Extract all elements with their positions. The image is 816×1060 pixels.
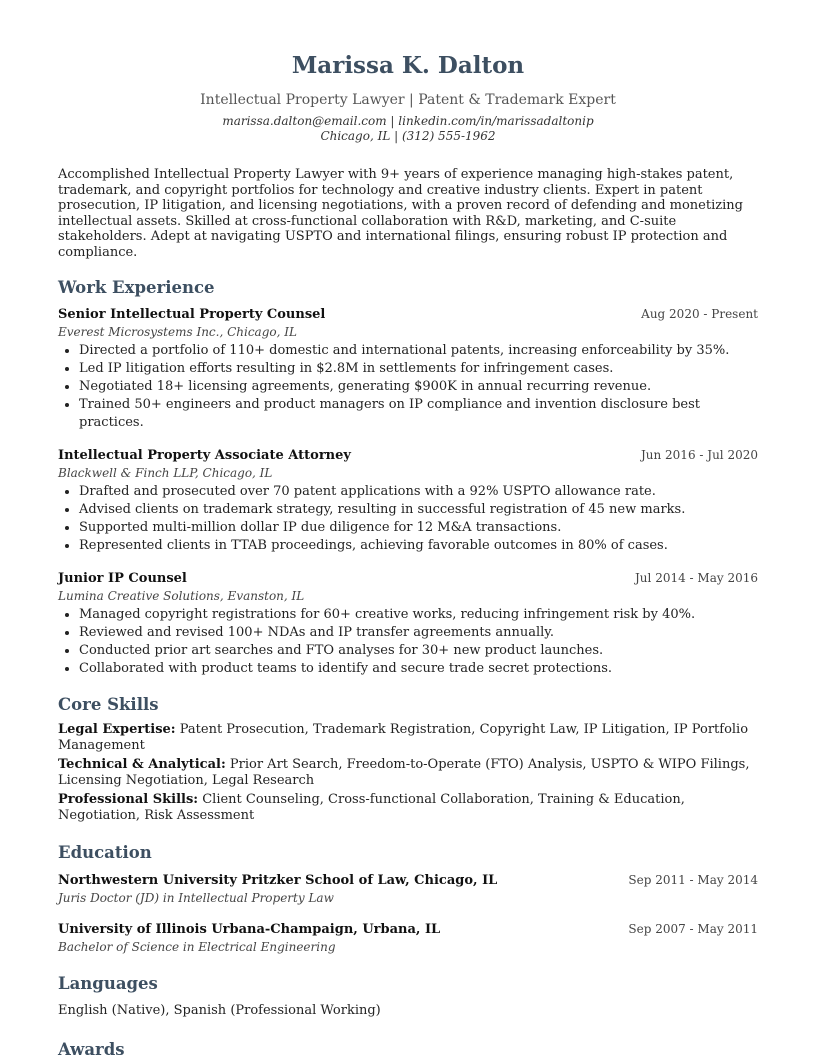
- job-entry: [58, 448, 758, 555]
- section-heading-experience: Work Experience: [58, 278, 215, 297]
- skill-group-label: Technical & Analytical:: [58, 757, 226, 772]
- achievement-item: • Negotiated 18+ licensing agreements, generating $900K in annual recurring revenue.: [79, 378, 758, 396]
- awards-section: [58, 1040, 758, 1060]
- education-entry: [58, 922, 758, 954]
- skill-group-label: Professional Skills:: [58, 792, 199, 807]
- job-dates: Aug 2020 - Present: [641, 307, 758, 321]
- section-heading-skills: Core Skills: [58, 695, 159, 714]
- achievement-item: • Managed copyright registrations for 60+ creative works, reducing infringement risk by 40%.: [79, 606, 758, 624]
- achievement-item: • Drafted and prosecuted over 70 patent applications with a 92% USPTO allowance rate.: [79, 483, 758, 501]
- job-achievements: [58, 342, 758, 432]
- languages-section: [58, 974, 758, 1019]
- skill-group: [58, 757, 758, 788]
- work-experience-section: [58, 278, 758, 678]
- school-name: University of Illinois Urbana-Champaign, Urbana, IL: [58, 922, 441, 937]
- job-company: Lumina Creative Solutions, Evanston, IL: [58, 589, 305, 603]
- job-dates: Jun 2016 - Jul 2020: [640, 448, 758, 462]
- education-entry: [58, 873, 758, 905]
- job-achievements: [58, 606, 758, 678]
- skill-group-text: Client Counseling, Cross-functional Collaboration, Training & Education, Negotiation, Risk Assessment: [58, 792, 685, 823]
- job-company: Blackwell & Finch LLP, Chicago, IL: [58, 466, 273, 480]
- section-heading-education: Education: [58, 843, 152, 862]
- achievement-item: • Trained 50+ engineers and product managers on IP compliance and invention disclosure best practices.: [79, 396, 758, 432]
- job-title: Intellectual Property Associate Attorney: [58, 448, 351, 463]
- contact-line-email-linkedin: marissa.dalton@email.com | linkedin.com/in/marissadaltonip: [222, 114, 594, 128]
- skill-group: [58, 792, 758, 823]
- achievement-item: • Reviewed and revised 100+ NDAs and IP transfer agreements annually.: [79, 624, 758, 642]
- skill-group-label: Legal Expertise:: [58, 722, 176, 737]
- achievement-item: • Supported multi-million dollar IP due diligence for 12 M&A transactions.: [79, 519, 758, 537]
- professional-summary: Accomplished Intellectual Property Lawyer with 9+ years of experience managing high-stakes patent, trademark, and copyright portfolios for technology and creative industry clients. Expert in patent prosecution, IP litigation, and licensing negotiations, with a proven record of defending and monetizing intellectual assets. Skilled at cross-functional collaboration with R&D, marketing, and C-suite stakeholders. Adept at navigating USPTO and international filings, ensuring robust IP protection and compliance.: [58, 167, 743, 260]
- section-heading-languages: Languages: [58, 974, 158, 993]
- education-section: [58, 843, 758, 954]
- skill-group-text: Prior Art Search, Freedom-to-Operate (FTO) Analysis, USPTO & WIPO Filings, Licensing Negotiation, Legal Research: [58, 757, 750, 788]
- job-title: Senior Intellectual Property Counsel: [58, 307, 326, 322]
- section-heading-awards: Awards: [58, 1040, 125, 1059]
- job-company: Everest Microsystems Inc., Chicago, IL: [58, 325, 297, 339]
- education-dates: Sep 2007 - May 2011: [628, 922, 758, 936]
- core-skills-section: [58, 695, 758, 823]
- achievement-item: • Advised clients on trademark strategy, resulting in successful registration of 45 new marks.: [79, 501, 758, 519]
- candidate-name: Marissa K. Dalton: [291, 52, 525, 79]
- degree: Bachelor of Science in Electrical Engineering: [58, 940, 336, 954]
- candidate-title: Intellectual Property Lawyer | Patent & Trademark Expert: [200, 92, 616, 108]
- achievement-item: • Conducted prior art searches and FTO analyses for 30+ new product launches.: [79, 642, 758, 660]
- job-achievements: [58, 483, 758, 555]
- achievement-item: • Represented clients in TTAB proceedings, achieving favorable outcomes in 80% of cases.: [79, 537, 758, 555]
- languages-list: English (Native), Spanish (Professional Working): [58, 1003, 381, 1018]
- degree: Juris Doctor (JD) in Intellectual Property Law: [58, 891, 334, 905]
- job-entry: [58, 571, 758, 678]
- job-entry: [58, 307, 758, 432]
- resume-header: [58, 0, 758, 144]
- skill-group-text: Patent Prosecution, Trademark Registration, Copyright Law, IP Litigation, IP Portfolio Management: [58, 722, 749, 753]
- contact-line-location-phone: Chicago, IL | (312) 555-1962: [320, 129, 496, 143]
- skill-group: [58, 722, 758, 753]
- achievement-item: • Led IP litigation efforts resulting in $2.8M in settlements for infringement cases.: [79, 360, 758, 378]
- school-name: Northwestern University Pritzker School of Law, Chicago, IL: [58, 873, 498, 888]
- job-dates: Jul 2014 - May 2016: [635, 571, 758, 585]
- achievement-item: • Directed a portfolio of 110+ domestic and international patents, increasing enforceability by 35%.: [79, 342, 758, 360]
- achievement-item: • Collaborated with product teams to identify and secure trade secret protections.: [79, 660, 758, 678]
- education-dates: Sep 2011 - May 2014: [628, 873, 758, 887]
- job-title: Junior IP Counsel: [58, 571, 187, 586]
